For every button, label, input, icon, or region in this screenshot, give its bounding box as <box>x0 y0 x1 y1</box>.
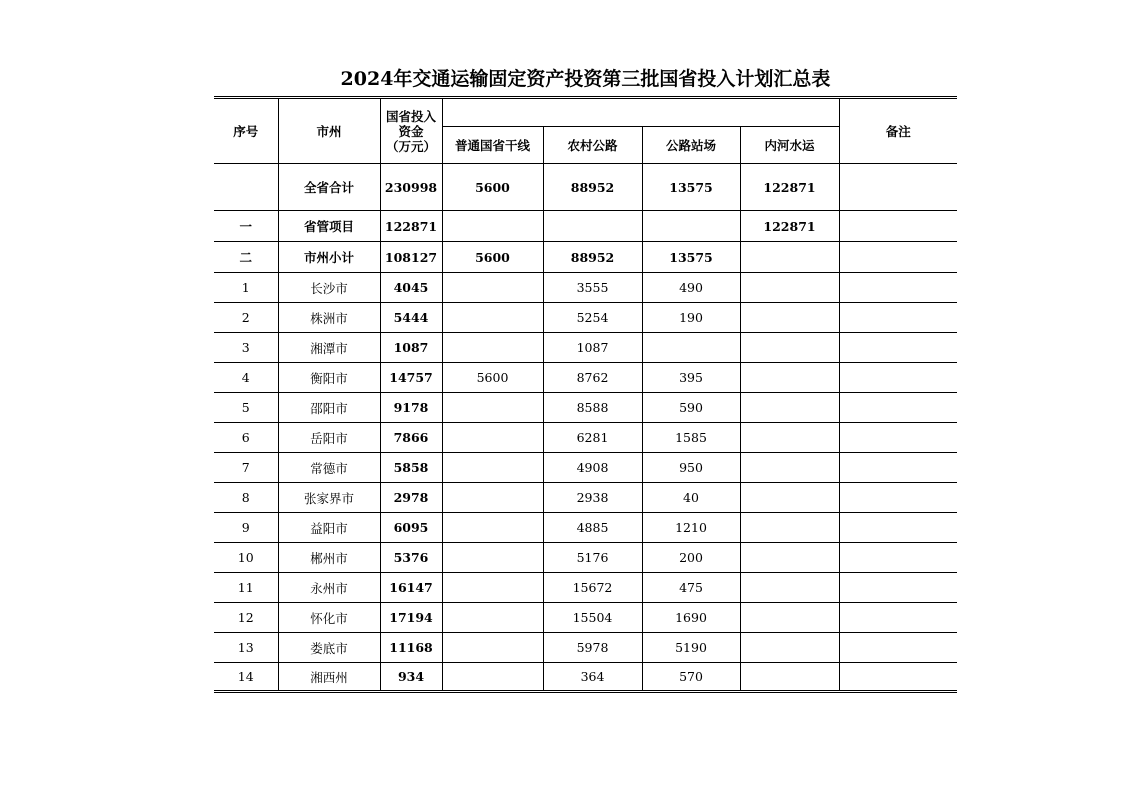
cell-remark <box>839 211 957 242</box>
cell-remark <box>839 393 957 423</box>
cell-city: 湘潭市 <box>278 333 380 363</box>
cell-city: 市州小计 <box>278 242 380 273</box>
cell-city: 张家界市 <box>278 483 380 513</box>
cell-water <box>740 393 839 423</box>
cell-seq: 5 <box>214 393 278 423</box>
cell-water <box>740 543 839 573</box>
cell-station: 395 <box>642 363 740 393</box>
cell-investment: 108127 <box>380 242 442 273</box>
cell-highway <box>442 211 543 242</box>
cell-remark <box>839 333 957 363</box>
cell-rural: 88952 <box>543 164 642 211</box>
cell-station: 1690 <box>642 603 740 633</box>
header-city: 市州 <box>278 98 380 164</box>
cell-rural <box>543 211 642 242</box>
cell-highway <box>442 543 543 573</box>
cell-remark <box>839 543 957 573</box>
cell-remark <box>839 273 957 303</box>
cell-remark <box>839 513 957 543</box>
cell-city: 岳阳市 <box>278 423 380 453</box>
cell-city: 长沙市 <box>278 273 380 303</box>
cell-highway <box>442 573 543 603</box>
cell-seq: 6 <box>214 423 278 453</box>
cell-highway <box>442 453 543 483</box>
cell-seq: 12 <box>214 603 278 633</box>
cell-city: 湘西州 <box>278 663 380 692</box>
header-station: 公路站场 <box>642 127 740 164</box>
cell-remark <box>839 423 957 453</box>
cell-water <box>740 603 839 633</box>
cell-city: 全省合计 <box>278 164 380 211</box>
page-title: 2024年交通运输固定资产投资第三批国省投入计划汇总表 <box>340 68 831 90</box>
cell-rural: 6281 <box>543 423 642 453</box>
cell-water: 122871 <box>740 164 839 211</box>
table-row <box>214 573 957 603</box>
cell-station: 475 <box>642 573 740 603</box>
cell-highway: 5600 <box>442 164 543 211</box>
cell-seq: 二 <box>214 242 278 273</box>
cell-city: 邵阳市 <box>278 393 380 423</box>
cell-investment: 14757 <box>380 363 442 393</box>
cell-rural: 8762 <box>543 363 642 393</box>
cell-remark <box>839 363 957 393</box>
subtotal-row <box>214 211 957 242</box>
cell-rural: 5254 <box>543 303 642 333</box>
subtotal-row <box>214 242 957 273</box>
table-row <box>214 393 957 423</box>
cell-city: 怀化市 <box>278 603 380 633</box>
cell-station: 1210 <box>642 513 740 543</box>
cell-water <box>740 483 839 513</box>
cell-water <box>740 453 839 483</box>
cell-rural: 15672 <box>543 573 642 603</box>
header-investment-line1: 国省投入 <box>385 108 436 124</box>
cell-city: 益阳市 <box>278 513 380 543</box>
header-remark: 备注 <box>839 98 957 164</box>
cell-station: 200 <box>642 543 740 573</box>
cell-investment: 6095 <box>380 513 442 543</box>
cell-highway <box>442 663 543 692</box>
cell-remark <box>839 242 957 273</box>
cell-city: 永州市 <box>278 573 380 603</box>
cell-seq: 10 <box>214 543 278 573</box>
cell-highway <box>442 423 543 453</box>
cell-seq: 14 <box>214 663 278 692</box>
cell-highway <box>442 333 543 363</box>
cell-seq: 13 <box>214 633 278 663</box>
cell-investment: 17194 <box>380 603 442 633</box>
cell-highway <box>442 393 543 423</box>
cell-seq: 一 <box>214 211 278 242</box>
cell-station: 490 <box>642 273 740 303</box>
table-row <box>214 423 957 453</box>
cell-station: 590 <box>642 393 740 423</box>
cell-seq: 11 <box>214 573 278 603</box>
cell-investment: 230998 <box>380 164 442 211</box>
header-rural: 农村公路 <box>543 127 642 164</box>
cell-water <box>740 573 839 603</box>
cell-remark <box>839 453 957 483</box>
cell-investment: 5376 <box>380 543 442 573</box>
cell-highway <box>442 603 543 633</box>
cell-rural: 88952 <box>543 242 642 273</box>
cell-water <box>740 663 839 692</box>
cell-station: 570 <box>642 663 740 692</box>
cell-station: 950 <box>642 453 740 483</box>
cell-seq: 3 <box>214 333 278 363</box>
cell-investment: 934 <box>380 663 442 692</box>
total-row <box>214 164 957 211</box>
cell-rural: 8588 <box>543 393 642 423</box>
cell-city: 常德市 <box>278 453 380 483</box>
table-row <box>214 333 957 363</box>
header-investment <box>380 98 442 164</box>
header-investment-line2: 资金 <box>398 123 424 139</box>
cell-remark <box>839 633 957 663</box>
header-seq: 序号 <box>214 98 278 164</box>
cell-investment: 7866 <box>380 423 442 453</box>
cell-water <box>740 423 839 453</box>
table-row <box>214 663 957 692</box>
cell-highway <box>442 513 543 543</box>
cell-rural: 5978 <box>543 633 642 663</box>
cell-water <box>740 273 839 303</box>
cell-rural: 15504 <box>543 603 642 633</box>
cell-rural: 5176 <box>543 543 642 573</box>
header-water: 内河水运 <box>740 127 839 164</box>
table-row <box>214 303 957 333</box>
investment-summary-table <box>214 96 957 693</box>
table-row <box>214 483 957 513</box>
cell-water <box>740 242 839 273</box>
cell-highway <box>442 273 543 303</box>
cell-city: 省管项目 <box>278 211 380 242</box>
cell-remark <box>839 573 957 603</box>
cell-seq <box>214 164 278 211</box>
cell-city: 衡阳市 <box>278 363 380 393</box>
cell-city: 株洲市 <box>278 303 380 333</box>
cell-station: 13575 <box>642 164 740 211</box>
cell-investment: 5858 <box>380 453 442 483</box>
cell-water <box>740 633 839 663</box>
cell-investment: 122871 <box>380 211 442 242</box>
table-row <box>214 543 957 573</box>
cell-seq: 7 <box>214 453 278 483</box>
cell-investment: 1087 <box>380 333 442 363</box>
cell-seq: 1 <box>214 273 278 303</box>
table-body <box>214 164 957 692</box>
cell-station: 40 <box>642 483 740 513</box>
cell-investment: 4045 <box>380 273 442 303</box>
header-highway: 普通国省干线 <box>442 127 543 164</box>
cell-city: 郴州市 <box>278 543 380 573</box>
cell-station <box>642 333 740 363</box>
cell-rural: 3555 <box>543 273 642 303</box>
cell-station: 13575 <box>642 242 740 273</box>
cell-rural: 364 <box>543 663 642 692</box>
table-row <box>214 453 957 483</box>
cell-rural: 4885 <box>543 513 642 543</box>
cell-remark <box>839 303 957 333</box>
cell-highway: 5600 <box>442 363 543 393</box>
cell-investment: 11168 <box>380 633 442 663</box>
table-row <box>214 363 957 393</box>
cell-seq: 9 <box>214 513 278 543</box>
cell-rural: 4908 <box>543 453 642 483</box>
cell-rural: 1087 <box>543 333 642 363</box>
cell-water <box>740 333 839 363</box>
cell-station: 5190 <box>642 633 740 663</box>
cell-investment: 2978 <box>380 483 442 513</box>
cell-seq: 2 <box>214 303 278 333</box>
cell-investment: 5444 <box>380 303 442 333</box>
cell-water: 122871 <box>740 211 839 242</box>
header-category-group <box>442 98 839 127</box>
cell-remark <box>839 663 957 692</box>
cell-water <box>740 513 839 543</box>
cell-highway: 5600 <box>442 242 543 273</box>
cell-station <box>642 211 740 242</box>
cell-investment: 16147 <box>380 573 442 603</box>
table-row <box>214 273 957 303</box>
header-investment-line3: （万元） <box>385 138 436 154</box>
cell-seq: 4 <box>214 363 278 393</box>
table-row <box>214 633 957 663</box>
table-row <box>214 603 957 633</box>
cell-station: 190 <box>642 303 740 333</box>
cell-remark <box>839 603 957 633</box>
cell-remark <box>839 164 957 211</box>
cell-highway <box>442 633 543 663</box>
cell-rural: 2938 <box>543 483 642 513</box>
cell-water <box>740 303 839 333</box>
cell-remark <box>839 483 957 513</box>
cell-investment: 9178 <box>380 393 442 423</box>
table-row <box>214 513 957 543</box>
cell-water <box>740 363 839 393</box>
cell-highway <box>442 303 543 333</box>
header-row-top <box>214 98 957 127</box>
cell-highway <box>442 483 543 513</box>
cell-station: 1585 <box>642 423 740 453</box>
cell-city: 娄底市 <box>278 633 380 663</box>
cell-seq: 8 <box>214 483 278 513</box>
